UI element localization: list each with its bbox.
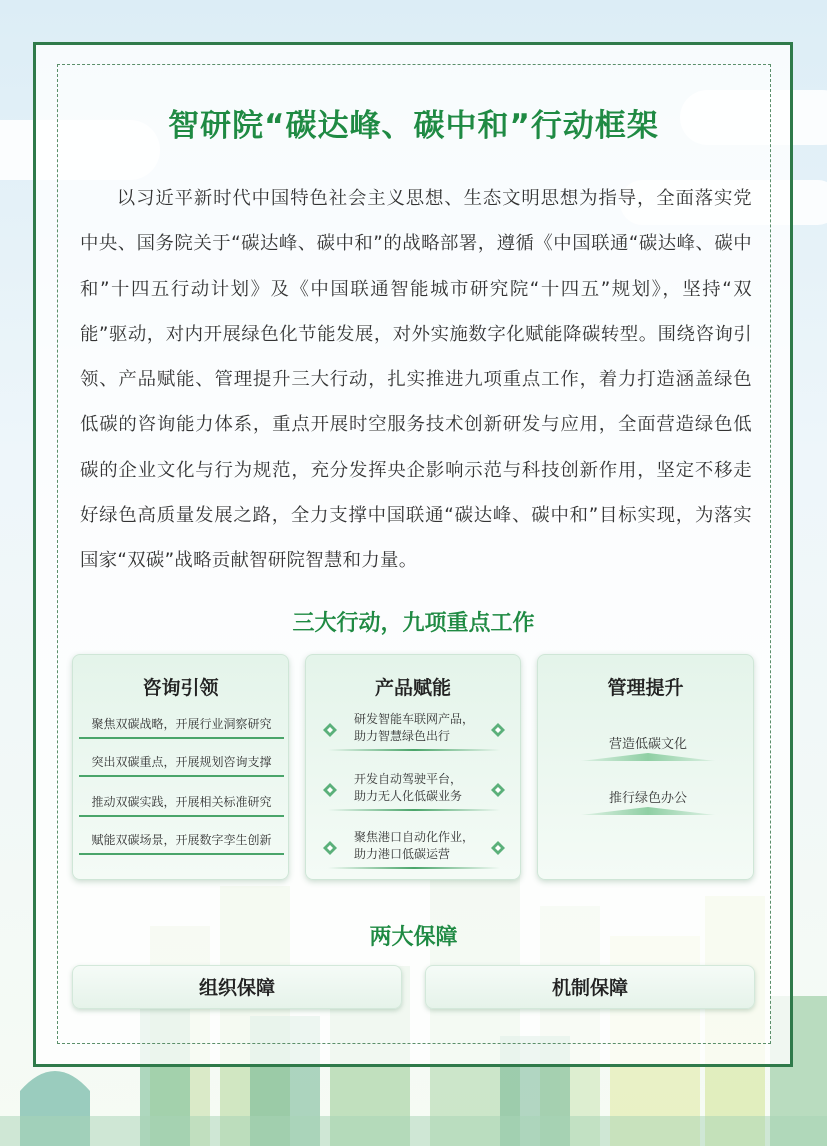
manage-item-label: 推行绿色办公: [608, 791, 687, 806]
manage-item-underline: [568, 807, 728, 815]
diamond-arrow-icon: [490, 840, 506, 856]
product-item-divider: [328, 809, 500, 811]
product-card: [305, 654, 521, 880]
product-item-divider: [328, 867, 500, 869]
manage-card: [537, 654, 754, 880]
diamond-arrow-icon: [490, 722, 506, 738]
consult-card: [72, 654, 289, 880]
product-item: [320, 829, 508, 865]
guarantee-box-mechanism: 机制保障: [425, 965, 755, 1009]
diamond-arrow-icon: [322, 782, 338, 798]
diamond-arrow-icon: [490, 782, 506, 798]
product-item-line1: 开发自动驾驶平台，: [354, 772, 463, 786]
product-item-line1: 研发智能车联网产品，: [354, 712, 475, 726]
consult-item: 推动双碳实践，开展相关标准研究: [79, 789, 284, 817]
consult-card-title: 咨询引领: [142, 677, 219, 699]
manage-item-underline: [568, 753, 728, 761]
manage-item: [568, 731, 728, 761]
product-item-line2: 助力无人化低碳业务: [354, 789, 463, 803]
product-item: [320, 771, 508, 807]
consult-item: 赋能双碳场景，开展数字孪生创新: [79, 827, 284, 855]
manage-item-label: 营造低碳文化: [608, 737, 687, 752]
page-title: 智研院“碳达峰、碳中和”行动框架: [168, 108, 659, 144]
consult-item: 突出双碳重点，开展规划咨询支撑: [79, 749, 284, 777]
diamond-arrow-icon: [322, 722, 338, 738]
product-item-line2: 助力智慧绿色出行: [354, 729, 451, 743]
guarantee-box-organization: 组织保障: [72, 965, 402, 1009]
actions-heading: 三大行动，九项重点工作: [292, 611, 535, 636]
product-item-line2: 助力港口低碳运营: [354, 847, 451, 861]
manage-card-title: 管理提升: [607, 677, 684, 699]
intro-paragraph: 以习近平新时代中国特色社会主义思想、生态文明思想为指导，全面落实党中央、国务院关于“碳达峰、碳中和”的战略部署，遵循《中国联通“碳达峰、碳中和”十四五行动计划》及《中国联通智能城市研究院“十四五”规划》，坚持“双能”驱动，对内开展绿色化节能发展，对外实施数字化赋能降碳转型。围绕咨询引领、产品赋能、管理提升三大行动，扎实推进九项重点工作，着力打造涵盖绿色低碳的咨询能力体系，重点开展时空服务技术创新研发与应用，全面营造绿色低碳的企业文化与行为规范，充分发挥央企影响示范与科技创新作用，坚定不移走好绿色高质量发展之路，全力支撑中国联通“碳达峰、碳中和”目标实现，为落实国家“双碳”战略贡献智研院智慧和力量。: [80, 188, 752, 572]
product-card-title: 产品赋能: [374, 677, 451, 699]
consult-item: 聚焦双碳战略，开展行业洞察研究: [79, 711, 284, 739]
diamond-arrow-icon: [322, 840, 338, 856]
product-item-line1: 聚焦港口自动化作业，: [354, 830, 475, 844]
product-item-divider: [328, 749, 500, 751]
manage-item: [568, 785, 728, 815]
product-item: [320, 711, 508, 747]
guarantee-heading: 两大保障: [369, 925, 458, 950]
